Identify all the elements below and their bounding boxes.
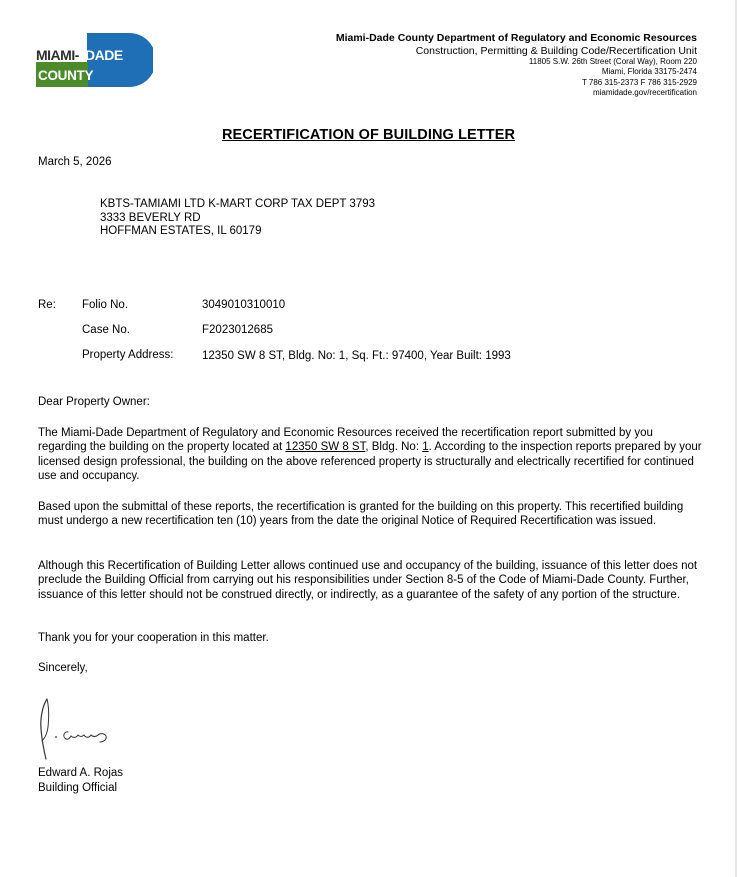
signer-title: Building Official bbox=[38, 782, 118, 794]
re-label: Re: bbox=[38, 299, 56, 311]
svg-text:MIAMI-: MIAMI- bbox=[36, 47, 79, 63]
salutation: Dear Property Owner: bbox=[38, 396, 150, 408]
paragraph-text: . According to the inspection reports prepared by your licensed design professional, the building on the above referenced property is structurally and electrically recertified for continued use and occupancy. bbox=[38, 441, 702, 483]
department-name: Miami-Dade County Department of Regulatory and Economic Resources bbox=[335, 32, 697, 44]
property-address-value: 12350 SW 8 ST, Bldg. No: 1, Sq. Ft.: 97400, Year Built: 1993 bbox=[202, 350, 511, 362]
header-city: Miami, Florida 33175-2474 bbox=[601, 67, 697, 77]
header-website: miamidade.gov/recertification bbox=[592, 87, 697, 97]
body-paragraph-3: Although this Recertification of Building Letter allows continued use and occupancy of the building, issuance of this letter does not preclude the Building Official from carrying out his responsibilities under Section 8-5 of the Code of Miami-Dade County. Further, issuance of this letter should not be construed directly, or indirectly, as a guarantee of the safety of any portion of the structure. bbox=[38, 560, 698, 601]
case-value: F2023012685 bbox=[202, 324, 273, 336]
addressee-block bbox=[100, 198, 375, 239]
building-number-inline: 1 bbox=[422, 441, 429, 454]
handwritten-signature bbox=[34, 695, 114, 761]
paragraph-text: The Miami-Dade Department of Regulatory and Economic Resources received the recertification report submitted by you regarding the building on the property located at bbox=[38, 427, 653, 454]
case-label: Case No. bbox=[82, 324, 130, 336]
property-address-label: Property Address: bbox=[82, 349, 174, 361]
header-street: 11805 S.W. 26th Street (Coral Way), Room 220 bbox=[528, 57, 697, 67]
letter-title: RECERTIFICATION OF BUILDING LETTER bbox=[221, 127, 516, 143]
body-paragraph-1 bbox=[38, 426, 702, 484]
letter-date: March 5, 2026 bbox=[38, 156, 112, 168]
folio-label: Folio No. bbox=[82, 299, 129, 311]
body-paragraph-4: Thank you for your cooperation in this matter. bbox=[38, 632, 269, 644]
addressee-line: HOFFMAN ESTATES, IL 60179 bbox=[100, 225, 262, 237]
signer-name: Edward A. Rojas bbox=[38, 767, 124, 779]
header-phone: T 786 315-2373 F 786 315-2929 bbox=[581, 77, 697, 87]
body-paragraph-2: Based upon the submittal of these reports, the recertification is granted for the building on this property. This recertified building must undergo a new recertification ten (10) years from the date the original Notice of Required Recertification was issued. bbox=[38, 501, 684, 528]
addressee-line: 3333 BEVERLY RD bbox=[100, 211, 201, 224]
closing: Sincerely, bbox=[38, 662, 88, 674]
signer-block bbox=[38, 766, 123, 796]
svg-text:COUNTY: COUNTY bbox=[38, 68, 94, 83]
department-header bbox=[336, 32, 697, 98]
unit-name: Construction, Permitting & Building Code/Recertification Unit bbox=[415, 44, 697, 57]
folio-value: 3049010310010 bbox=[202, 299, 286, 311]
miami-dade-county-logo bbox=[35, 32, 153, 88]
paragraph-text: , Bldg. No: bbox=[365, 441, 423, 454]
addressee-line: KBTS-TAMIAMI LTD K-MART CORP TAX DEPT 3793 bbox=[100, 198, 376, 210]
svg-text:DADE: DADE bbox=[85, 47, 123, 63]
property-address-inline: 12350 SW 8 ST bbox=[285, 441, 366, 454]
